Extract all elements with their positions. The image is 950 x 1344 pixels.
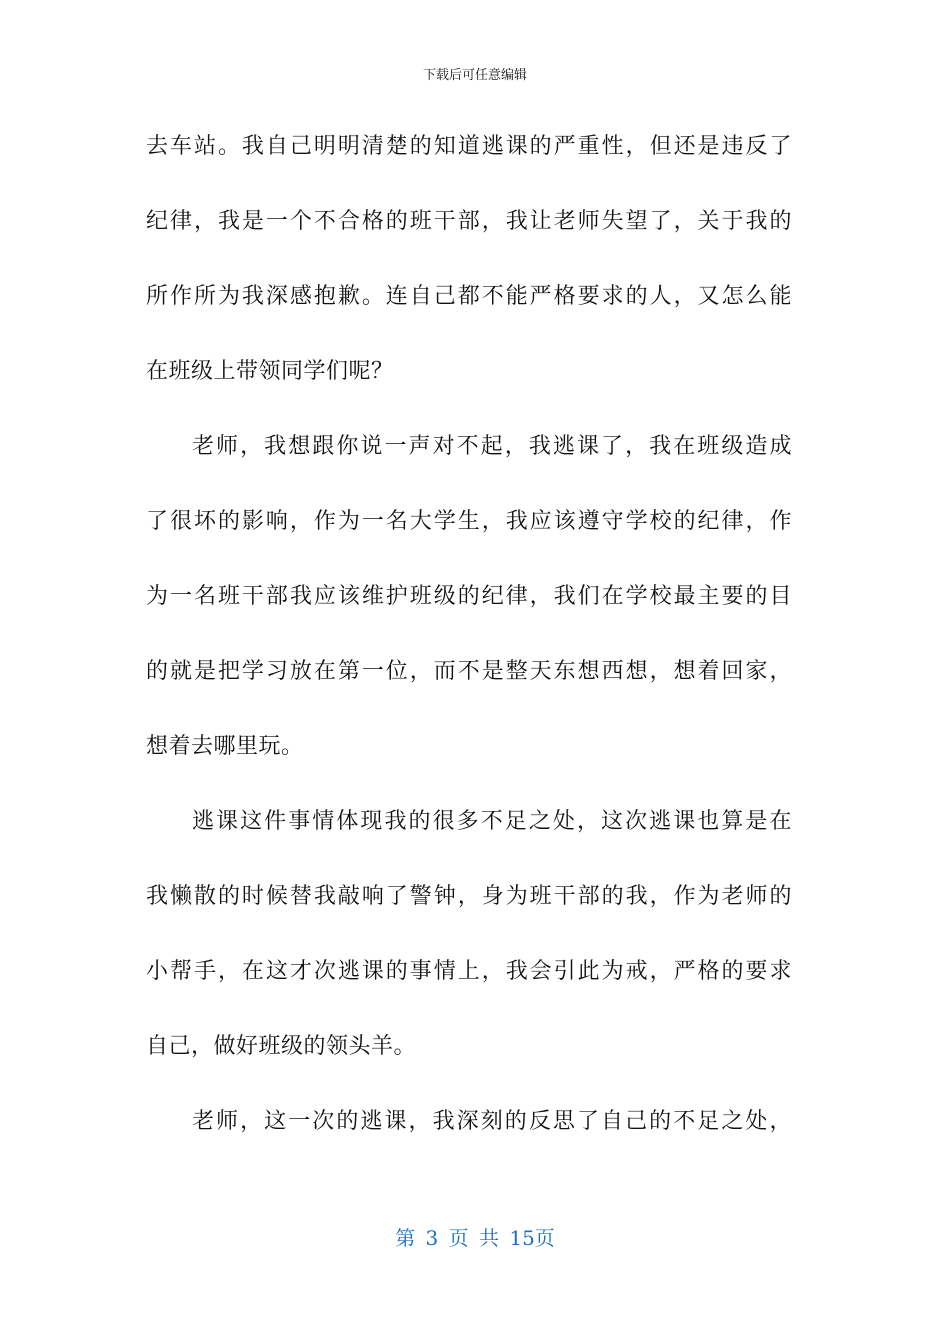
text-line: 在班级上带领同学们呢？: [146, 359, 394, 384]
text-line: 的就是把学习放在第一位，而不是整天东想西想，想着回家，: [146, 659, 792, 684]
page-number-footer: 第 3 页 共 15页: [395, 1226, 555, 1250]
text-line: 小帮手，在这才次逃课的事情上，我会引此为戒，严格的要求: [146, 959, 792, 984]
text-line: 纪律，我是一个不合格的班干部，我让老师失望了，关于我的: [146, 209, 792, 234]
text-line: 了很坏的影响，作为一名大学生，我应该遵守学校的纪律，作: [146, 509, 792, 534]
text-line: 想着去哪里玩。: [146, 734, 304, 759]
text-line: 自己，做好班级的领头羊。: [146, 1034, 417, 1059]
paragraph-start-line: 老师，这一次的逃课，我深刻的反思了自己的不足之处，: [192, 1109, 792, 1134]
text-line: 去车站。我自己明明清楚的知道逃课的严重性，但还是违反了: [146, 134, 792, 159]
paragraph-start-line: 老师，我想跟你说一声对不起，我逃课了，我在班级造成: [192, 434, 792, 459]
paragraph-start-line: 逃课这件事情体现我的很多不足之处，这次逃课也算是在: [192, 809, 792, 834]
text-line: 所作所为我深感抱歉。连自己都不能严格要求的人，又怎么能: [146, 284, 792, 309]
text-line: 我懒散的时候替我敲响了警钟，身为班干部的我，作为老师的: [146, 884, 792, 909]
text-line: 为一名班干部我应该维护班级的纪律，我们在学校最主要的目: [146, 584, 792, 609]
body-text: [146, 122, 792, 1172]
header-note: 下载后可任意编辑: [422, 68, 527, 83]
